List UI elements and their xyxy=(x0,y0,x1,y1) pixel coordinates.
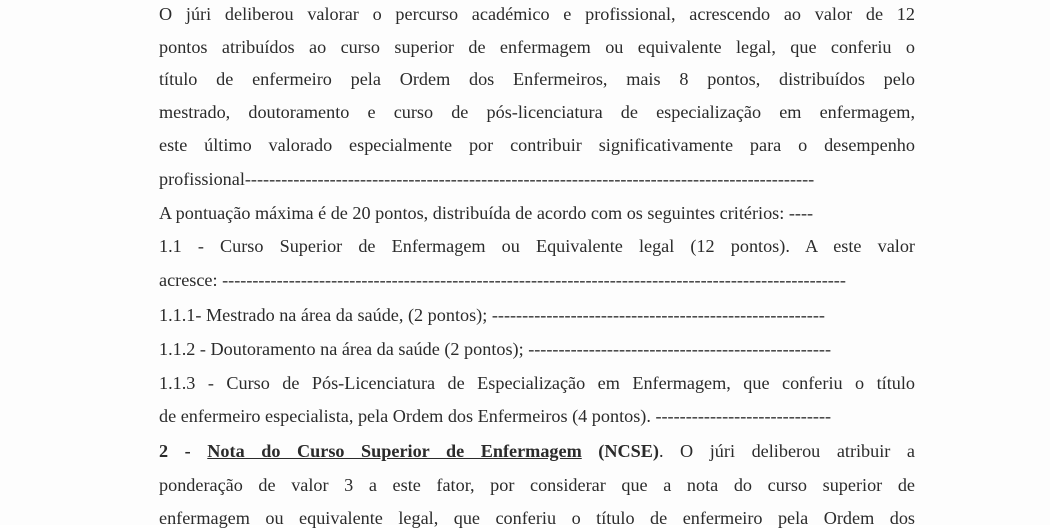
criterion-line: 1.1.2 - Doutoramento na área da saúde (2 pontos); -------------------------------------------------- xyxy=(159,339,832,359)
paragraph-line: enfermagem ou equivalente legal, que conferiu o título de enfermeiro pela Ordem dos xyxy=(159,508,915,528)
criterion-line: acresce: ------------------------------------------------------------------------------------------------------- xyxy=(159,270,846,290)
criterion-line: 1.1 - Curso Superior de Enfermagem ou Equivalente legal (12 pontos). A este valor xyxy=(159,236,915,256)
paragraph-line: pontos atribuídos ao curso superior de enfermagem ou equivalente legal, que conferiu o xyxy=(159,37,915,57)
section-heading-line xyxy=(159,438,915,464)
paragraph-line: ponderação de valor 3 a este fator, por considerar que a nota do curso superior de xyxy=(159,475,915,495)
paragraph-line: mestrado, doutoramento e curso de pós-licenciatura de especialização em enfermagem, xyxy=(159,102,915,122)
section-intro-text: . O júri deliberou atribuir a xyxy=(658,441,915,461)
paragraph-line: profissional---------------------------------------------------------------------------------------------- xyxy=(159,169,815,189)
criterion-line: 1.1.3 - Curso de Pós-Licenciatura de Especialização em Enfermagem, que conferiu o título xyxy=(159,373,915,393)
section-acronym: (NCSE) xyxy=(581,441,659,461)
paragraph-line: título de enfermeiro pela Ordem dos Enfermeiros, mais 8 pontos, distribuídos pelo xyxy=(159,69,915,89)
paragraph-line: A pontuação máxima é de 20 pontos, distribuída de acordo com os seguintes critérios: ---- xyxy=(159,203,814,223)
section-number: 2 - xyxy=(159,441,208,461)
criterion-line: 1.1.1- Mestrado na área da saúde, (2 pontos); ------------------------------------------------------- xyxy=(159,305,825,325)
section-title: Nota do Curso Superior de Enfermagem xyxy=(207,441,582,461)
paragraph-line: O júri deliberou valorar o percurso académico e profissional, acrescendo ao valor de 12 xyxy=(159,4,915,24)
criterion-line: de enfermeiro especialista, pela Ordem dos Enfermeiros (4 pontos). ----------------------------- xyxy=(159,406,832,426)
paragraph-line: este último valorado especialmente por contribuir significativamente para o desempenho xyxy=(159,135,915,155)
